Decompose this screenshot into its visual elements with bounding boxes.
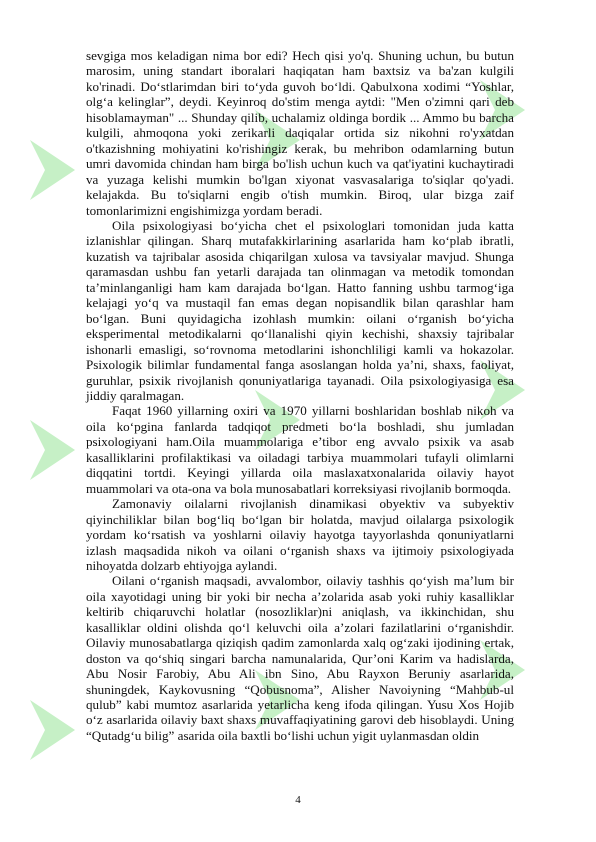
- paragraph-4: Zamonaviy oilalarni rivojlanish dinamikasi obyektiv va subyektiv qiyinchiliklar bilan bog‘liq bo‘lgan bir holatda, mavjud oilalarga psixologik yordam ko‘rsatish va yoshlarni oilaviy hayotga tayyorlashda qonuniyatlarni izlash maqsadida nikoh va oilani o‘rganish shaxs va ijtimoiy psixologiyada nihoyatda dolzarb ehtiyojga aylandi.: [86, 496, 514, 573]
- paragraph-3: Faqat 1960 yillarning oxiri va 1970 yillarni boshlaridan boshlab nikoh va oila ko‘pgina fanlarda tadqiqot predmeti bo‘la boshladi, shu jumladan psixologiyani ham.Oila muammolariga e’tibor eng avvalo psixik va asab kasalliklarini profilaktikasi va oiladagi tarbiya muammolari tufayli olimlarni diqqatini tortdi. Keyingi yillarda oila maslaxatxonalarida oilaviy hayot muammolari va ota-ona va bola munosabatlari korreksiyasi rivojlanib bormoqda.: [86, 403, 514, 496]
- page-number: 4: [295, 794, 301, 806]
- watermark-arrow-icon: [30, 140, 75, 200]
- document-body: [86, 48, 514, 743]
- watermark-arrow-icon: [30, 420, 75, 480]
- paragraph-2: Oila psixologiyasi bo‘yicha chet el psixologlari tomonidan juda katta izlanishlar qilingan. Sharq mutafakkirlarining asarlarida ham ko‘plab ibratli, kuzatish va tajribalar asosida chiqarilgan xulosa va tavsiyalar mavjud. Shunga qaramasdan ushbu fan yetarli darajada tan olinmagan va metodik tomondan ta’minlanganligi ham kam darajada bo‘lgan. Hatto fanning ushbu tarmog‘iga kelajagi yo‘q va mustaqil fan emas degan nopisandlik bilan qarashlar ham bo‘lgan. Buni quyidagicha izohlash mumkin: oilani o‘rganish bo‘yicha eksperimental metodikalarni qo‘llanalishi qiyin kechishi, shaxsiy tajribalar ishonarli emasligi, so‘rovnoma metodlarini ishonchliligi kamli va hokazolar. Psixologik bilimlar fundamental fanga asoslangan holda ya’ni, shaxs, faoliyat, guruhlar, psixik rivojlanish qonuniyatlariga tayanadi. Oila psixologiyasiga esa jiddiy qaralmagan.: [86, 217, 514, 403]
- paragraph-1: sevgiga mos keladigan nima bor edi? Hech qisi yo'q. Shuning uchun, bu butun marosim, uning standart iboralari haqiqatan ham baxtsiz va ba'zan kulgili ko'rinadi. Do‘stlarimdan biri to‘yda guvoh bo‘ldi. Qabulxona xodimi “Yoshlar, olg‘a kelinglar”, deydi. Keyinroq do'stim menga aytdi: "Men o'zimni qari deb hisoblamayman" ... Shunday qilib, uchalamiz oldinga bordik ... Ammo bu barcha kulgili, ahmoqona yoki zerikarli daqiqalar ortida siz nikohni ro'yxatdan o'tkazishning mohiyatini ko'rishingiz kerak, bu mehribon odamlarning butun umri davomida chindan ham birga bo'lish uchun kuch va qat'iyatini kuchaytiradi va yuzaga kelishi mumkin bo'lgan xiyonat vasvasalariga to'siqlar qo'yadi. kelajakda. Bu to'siqlarni engib o'tish mumkin. Biroq, ular bizga zaif tomonlarimizni engishimizga yordam beradi.: [86, 48, 514, 218]
- paragraph-5: Oilani o‘rganish maqsadi, avvalombor, oilaviy tashhis qo‘yish ma’lum bir oila xayotidagi uning bir yoki bir necha a’zolarida asab yoki ruhiy kasalliklar keltirib chiqaruvchi holatlar (nosozliklar)ni aniqlash, va ikkinchidan, shu kasalliklar oldini olishda qo‘l keluvchi oila a’zolari fazilatlarini o‘rganishdir. Oilaviy munosabatlarga qiziqish qadim zamonlarda xalq og‘zaki ijodining ertak, doston va qo‘shiq singari barcha namunalarida, Qur’oni Karim va hadislarda, Abu Nosir Farobiy, Abu Ali ibn Sino, Abu Rayxon Beruniy asarlarida, shuningdek, Kaykovusning “Qobusnoma”, Alisher Navoiyning “Mahbub-ul qulub” kabi mumtoz asarlarida yetarlicha keng ifoda qilingan. Yusu Xos Hojib o‘z asarlarida oilaviy baxt shaxs muvaffaqiyatining garovi deb hisoblaydi. Uning “Qutadg‘u bilig” asarida oila baxtli bo‘lishi uchun yigit uylanmasdan oldin: [86, 573, 514, 743]
- watermark-arrow-icon: [30, 700, 75, 760]
